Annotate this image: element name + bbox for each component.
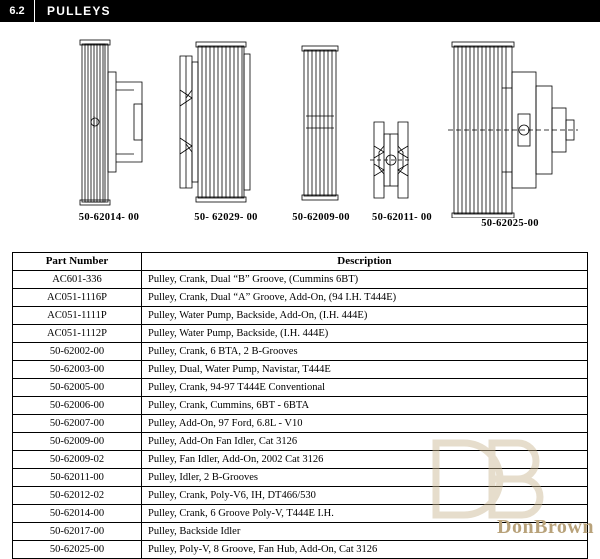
table-row [13,307,588,325]
table-row [13,361,588,379]
pulley-drawing-2 [166,32,286,212]
cell-description: Pulley, Crank, 6 Groove Poly-V, T444E I.H. [142,505,588,523]
cell-part-number: 50-62009-02 [13,451,142,469]
parts-table [12,252,588,559]
cell-part-number: 50-62017-00 [13,523,142,541]
table-row [13,469,588,487]
cell-part-number: 50-62006-00 [13,397,142,415]
cell-description: Pulley, Crank, Poly-V6, IH, DT466/530 [142,487,588,505]
table-row [13,415,588,433]
pulley-drawing-4 [352,108,452,212]
cell-description: Pulley, Add-On Fan Idler, Cat 3126 [142,433,588,451]
cell-description: Pulley, Poly-V, 8 Groove, Fan Hub, Add-On, Cat 3126 [142,541,588,559]
figure-caption: 50-62025-00 [481,218,539,229]
table-row [13,343,588,361]
cell-description: Pulley, Backside Idler [142,523,588,541]
figure-art-50-62014-00 [54,32,164,212]
cell-part-number: 50-62012-02 [13,487,142,505]
cell-description: Pulley, Dual, Water Pump, Navistar, T444E [142,361,588,379]
cell-description: Pulley, Crank, Cummins, 6BT - 6BTA [142,397,588,415]
figure-50-62014-00 [54,32,164,223]
page-title: PULLEYS [47,4,111,18]
table-row [13,379,588,397]
cell-description: Pulley, Crank, Dual “B” Groove, (Cummins 6BT) [142,271,588,289]
pulley-drawing-5 [440,28,580,218]
table-row [13,487,588,505]
cell-description: Pulley, Crank, Dual “A” Groove, Add-On, (94 I.H. T444E) [142,289,588,307]
table-row [13,433,588,451]
watermark-brand: DonBrown [497,516,594,538]
cell-part-number: AC601-336 [13,271,142,289]
figure-art-50-62011-00 [352,108,452,212]
cell-part-number: 50-62014-00 [13,505,142,523]
table-header-row [13,253,588,271]
table-row [13,271,588,289]
figure-caption: 50-62011- 00 [372,212,432,223]
pulley-drawing-1 [54,32,164,212]
cell-description: Pulley, Water Pump, Backside, Add-On, (I.H. 444E) [142,307,588,325]
cell-description: Pulley, Fan Idler, Add-On, 2002 Cat 3126 [142,451,588,469]
cell-description: Pulley, Water Pump, Backside, (I.H. 444E) [142,325,588,343]
cell-description: Pulley, Add-On, 97 Ford, 6.8L - V10 [142,415,588,433]
cell-part-number: 50-62002-00 [13,343,142,361]
figure-art-50-62029-00 [166,32,286,212]
table-row [13,397,588,415]
table-row [13,541,588,559]
figure-50-62025-00 [440,28,580,229]
figure-panel [0,22,600,244]
cell-part-number: AC051-1112P [13,325,142,343]
cell-part-number: AC051-1116P [13,289,142,307]
cell-part-number: 50-62011-00 [13,469,142,487]
column-header-part-number: Part Number [13,253,142,271]
cell-part-number: 50-62009-00 [13,433,142,451]
cell-part-number: 50-62025-00 [13,541,142,559]
table-row [13,325,588,343]
figure-50-62011-00 [352,108,452,223]
column-header-description: Description [142,253,588,271]
watermark-text [497,516,594,539]
figure-caption: 50-62014- 00 [78,212,140,223]
cell-part-number: AC051-1111P [13,307,142,325]
cell-description: Pulley, Crank, 94-97 T444E Conventional [142,379,588,397]
section-number: 6.2 [9,5,25,17]
cell-part-number: 50-62003-00 [13,361,142,379]
cell-description: Pulley, Crank, 6 BTA, 2 B-Grooves [142,343,588,361]
section-header [0,0,600,22]
cell-part-number: 50-62007-00 [13,415,142,433]
figure-caption: 50- 62029- 00 [194,212,258,223]
table-row [13,289,588,307]
table-row [13,451,588,469]
cell-part-number: 50-62005-00 [13,379,142,397]
figure-50-62029-00 [166,32,286,223]
cell-description: Pulley, Idler, 2 B-Grooves [142,469,588,487]
figure-caption: 50-62009-00 [292,212,350,223]
table-header [13,253,588,271]
figure-art-50-62025-00 [440,28,580,218]
